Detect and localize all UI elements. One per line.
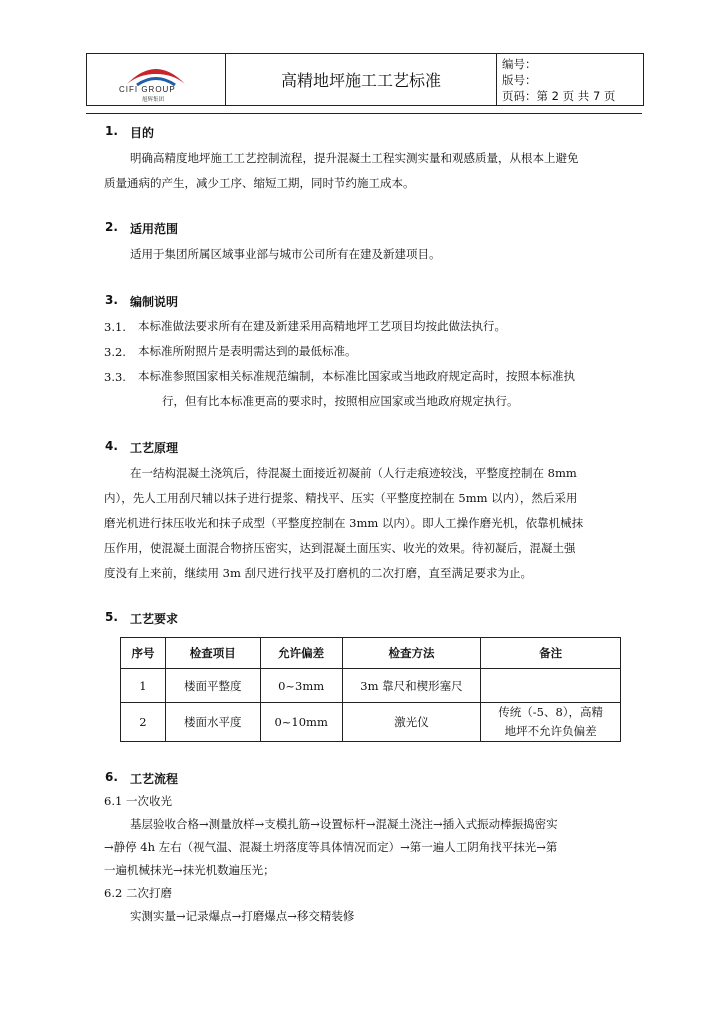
header-item: 检查项目 — [165, 638, 260, 669]
section-4-line-2: 内），先人工用刮尺辅以抹子进行提浆、精找平、压实（平整度控制在 5mm 以内），然后采用 — [104, 491, 578, 505]
header-rule — [86, 113, 642, 114]
requirements-table — [120, 637, 621, 742]
cell-tolerance: 0~10mm — [260, 703, 342, 742]
flow-2-line-1: 实测实量→记录爆点→打磨爆点→移交精装修 — [130, 909, 355, 923]
cell-remark — [481, 669, 621, 703]
section-1-line-2: 质量通病的产生，减少工序、缩短工期，同时节约施工成本。 — [104, 176, 415, 190]
item-3-2-number: 3.2. — [104, 345, 126, 359]
section-4-line-1: 在一结构混凝土浇筑后，待混凝土面接近初凝前（人行走痕迹较浅，平整度控制在 8mm — [130, 466, 577, 480]
cell-method: 激光仪 — [342, 703, 481, 742]
document-meta — [497, 54, 643, 105]
flow-1-line-1: 基层验收合格→测量放样→支模扎筋→设置标杆→混凝土浇注→插入式振动棒振捣密实 — [130, 817, 558, 831]
logo-text-cn: 旭辉集团 — [142, 97, 165, 103]
item-3-3-number: 3.3. — [104, 370, 126, 384]
cell-remark — [481, 703, 621, 742]
version-label: 版号： — [502, 72, 537, 87]
item-3-2-text: 本标准所附照片是表明需达到的最低标准。 — [138, 344, 357, 358]
item-3-3-text-2: 行，但有比本标准更高的要求时，按照相应国家或当地政府规定执行。 — [162, 394, 519, 408]
section-4-line-4: 压作用，使混凝土面混合物挤压密实，达到混凝土面压实、收光的效果。待初凝后，混凝土强 — [104, 541, 576, 555]
remark-line-1: 传统（-5、8），高精 — [498, 705, 604, 719]
cell-tolerance: 0~3mm — [260, 669, 342, 703]
subsection-6-1: 6.1 一次收光 — [104, 794, 172, 808]
table-row — [121, 669, 621, 703]
cell-method: 3m 靠尺和楔形塞尺 — [342, 669, 481, 703]
section-6-number: 6. — [105, 770, 118, 784]
section-1-title: 目的 — [130, 126, 155, 140]
section-4-number: 4. — [105, 439, 118, 453]
section-2-line-1: 适用于集团所属区域事业部与城市公司所有在建及新建项目。 — [130, 247, 441, 261]
header-method: 检查方法 — [342, 638, 481, 669]
document-title: 高精地坪施工工艺标准 — [226, 54, 497, 105]
section-6-title: 工艺流程 — [130, 772, 179, 786]
logo-text-en: CIFI GROUP — [119, 85, 176, 94]
cell-item: 楼面水平度 — [165, 703, 260, 742]
flow-1-line-2: →静停 4h 左右（视气温、混凝土坍落度等具体情况而定）→第一遍人工阴角找平抹光→第 — [104, 840, 558, 854]
subsection-6-2: 6.2 二次打磨 — [104, 886, 172, 900]
item-3-3-text: 本标准参照国家相关标准规范编制，本标准比国家或当地政府规定高时，按照本标准执 — [138, 369, 575, 383]
section-3-title: 编制说明 — [130, 295, 179, 309]
section-2-title: 适用范围 — [130, 222, 179, 236]
logo-mark-icon — [123, 58, 189, 86]
code-label: 编号： — [502, 56, 537, 71]
company-logo — [87, 54, 226, 105]
section-1-number: 1. — [105, 124, 118, 138]
header-seq: 序号 — [121, 638, 166, 669]
section-4-line-3: 磨光机进行抹压收光和抹子成型（平整度控制在 3mm 以内）。即人工操作磨光机，依靠机械抹 — [104, 516, 584, 530]
table-row — [121, 703, 621, 742]
document-header — [86, 53, 644, 106]
section-5-number: 5. — [105, 610, 118, 624]
header-remark: 备注 — [481, 638, 621, 669]
section-3-number: 3. — [105, 293, 118, 307]
remark-line-2: 地坪不允许负偏差 — [504, 724, 597, 738]
section-4-line-5: 度没有上来前，继续用 3m 刮尺进行找平及打磨机的二次打磨，直至满足要求为止。 — [104, 566, 533, 580]
section-5-title: 工艺要求 — [130, 612, 179, 626]
cell-item: 楼面平整度 — [165, 669, 260, 703]
page-label: 页码：第 2 页 共 7 页 — [502, 88, 616, 103]
table-header-row — [121, 638, 621, 669]
section-4-title: 工艺原理 — [130, 441, 179, 455]
section-2-number: 2. — [105, 220, 118, 234]
flow-1-line-3: 一遍机械抹光→抹光机数遍压光； — [104, 863, 275, 877]
section-1-line-1: 明确高精度地坪施工工艺控制流程，提升混凝土工程实测实量和观感质量，从根本上避免 — [130, 151, 579, 165]
cell-seq: 2 — [121, 703, 166, 742]
header-tolerance: 允许偏差 — [260, 638, 342, 669]
item-3-1-number: 3.1. — [104, 320, 126, 334]
cell-seq: 1 — [121, 669, 166, 703]
item-3-1-text: 本标准做法要求所有在建及新建采用高精地坪工艺项目均按此做法执行。 — [138, 319, 506, 333]
